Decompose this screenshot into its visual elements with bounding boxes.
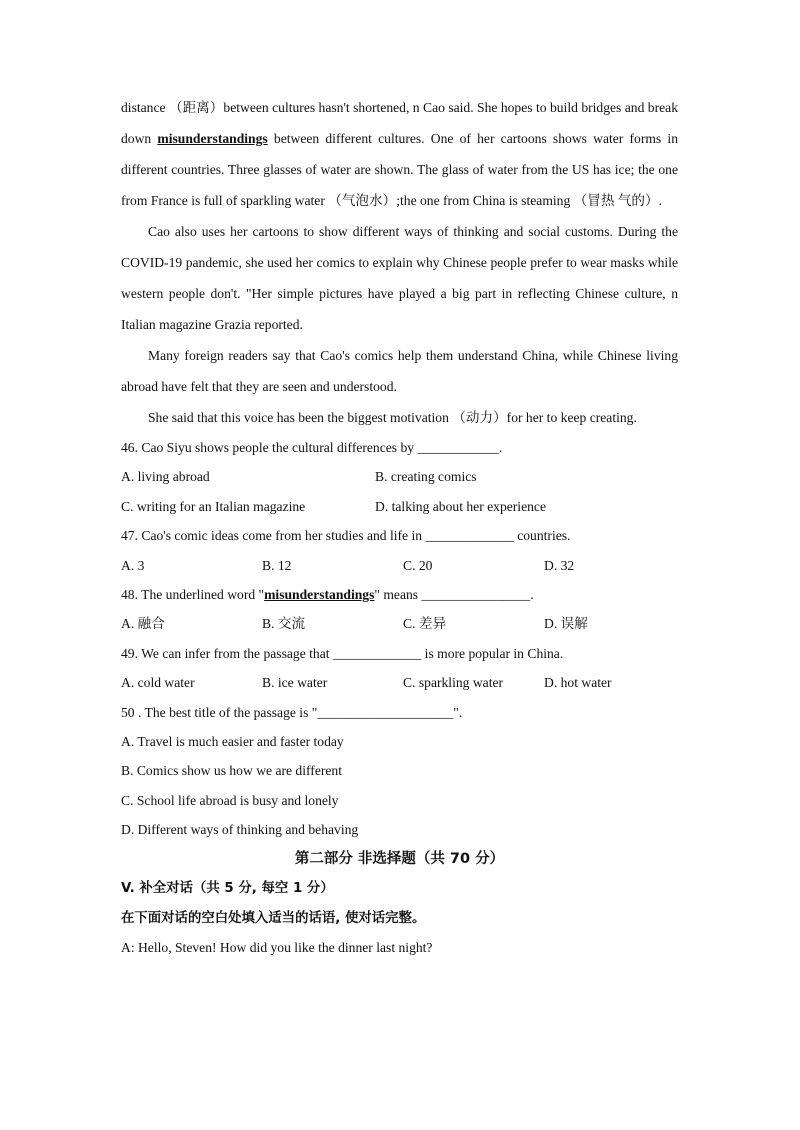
option-d[interactable]: D. 32 — [544, 557, 575, 573]
question-options — [121, 609, 678, 638]
question-stem: 46. Cao Siyu shows people the cultural differences by ____________. — [121, 440, 503, 455]
part-heading: 第二部分 非选择题（共 70 分） — [294, 851, 505, 868]
section-instruction: 在下面对话的空白处填入适当的话语, 使对话完整。 — [121, 910, 426, 926]
stem-text: 48. The underlined word " — [121, 586, 265, 602]
question-options — [121, 668, 678, 697]
underlined-word: misunderstandings — [264, 586, 375, 602]
dialogue-line: A: Hello, Steven! How did you like the dinner last night? — [121, 940, 433, 956]
option-d[interactable]: D. hot water — [544, 675, 612, 691]
passage-text: distance （距离）between cultures hasn't shortened, n Cao said. She hopes to build bridges and break down — [121, 100, 678, 146]
question-options — [121, 551, 678, 580]
option-b[interactable]: B. creating comics — [375, 469, 477, 485]
option-b[interactable]: B. ice water — [262, 675, 328, 691]
option-b[interactable]: B. Comics show us how we are different — [121, 763, 342, 779]
exam-page — [121, 92, 678, 963]
option-c[interactable]: C. sparkling water — [403, 675, 504, 691]
option-d[interactable]: D. 误解 — [544, 616, 588, 632]
option-a[interactable]: A. cold water — [121, 675, 195, 691]
underlined-word: misunderstandings — [157, 131, 268, 146]
option-d[interactable]: D. talking about her experience — [375, 498, 546, 514]
option-b[interactable]: B. 交流 — [262, 616, 306, 632]
passage-paragraph-3: Many foreign readers say that Cao's comics help them understand China, while Chinese living abroad have felt that they are seen and understood. — [121, 348, 678, 394]
option-d[interactable]: D. Different ways of thinking and behaving — [121, 822, 359, 838]
question-options — [121, 462, 678, 491]
question-stem: 49. We can infer from the passage that _____________ is more popular in China. — [121, 645, 564, 661]
question-options — [121, 492, 678, 521]
option-c[interactable]: C. writing for an Italian magazine — [121, 498, 306, 514]
question-stem: 47. Cao's comic ideas come from her studies and life in _____________ countries. — [121, 528, 571, 544]
option-b[interactable]: B. 12 — [262, 557, 292, 573]
option-c[interactable]: C. School life abroad is busy and lonely — [121, 792, 339, 808]
passage-paragraph-2: Cao also uses her cartoons to show different ways of thinking and social customs. During the COVID-19 pandemic, she used her comics to explain why Chinese people prefer to wear masks while western people don't. "Her simple pictures have played a big part in reflecting Chinese culture, n Italian magazine Grazia reported. — [121, 224, 678, 332]
question-stem — [121, 580, 678, 609]
option-c[interactable]: C. 20 — [403, 557, 433, 573]
passage-text: between different cultures. One of her cartoons shows water forms in different countries. Three glasses of water are shown. The glass of water from the US has ice; the one from France is full of sparkling water （气泡水）;the one from China is steaming （冒热 气的）. — [121, 131, 678, 208]
passage-paragraph-4: She said that this voice has been the biggest motivation （动力）for her to keep creating. — [148, 410, 637, 425]
stem-text: " means ________________. — [374, 586, 534, 602]
option-a[interactable]: A. 3 — [121, 557, 145, 573]
passage-paragraph-1 — [121, 92, 678, 216]
option-a[interactable]: A. Travel is much easier and faster today — [121, 733, 344, 749]
option-a[interactable]: A. living abroad — [121, 469, 210, 485]
option-c[interactable]: C. 差异 — [403, 616, 447, 632]
question-stem: 50 . The best title of the passage is "____________________". — [121, 704, 463, 720]
section-title: V. 补全对话（共 5 分, 每空 1 分） — [121, 881, 334, 897]
option-a[interactable]: A. 融合 — [121, 616, 165, 632]
